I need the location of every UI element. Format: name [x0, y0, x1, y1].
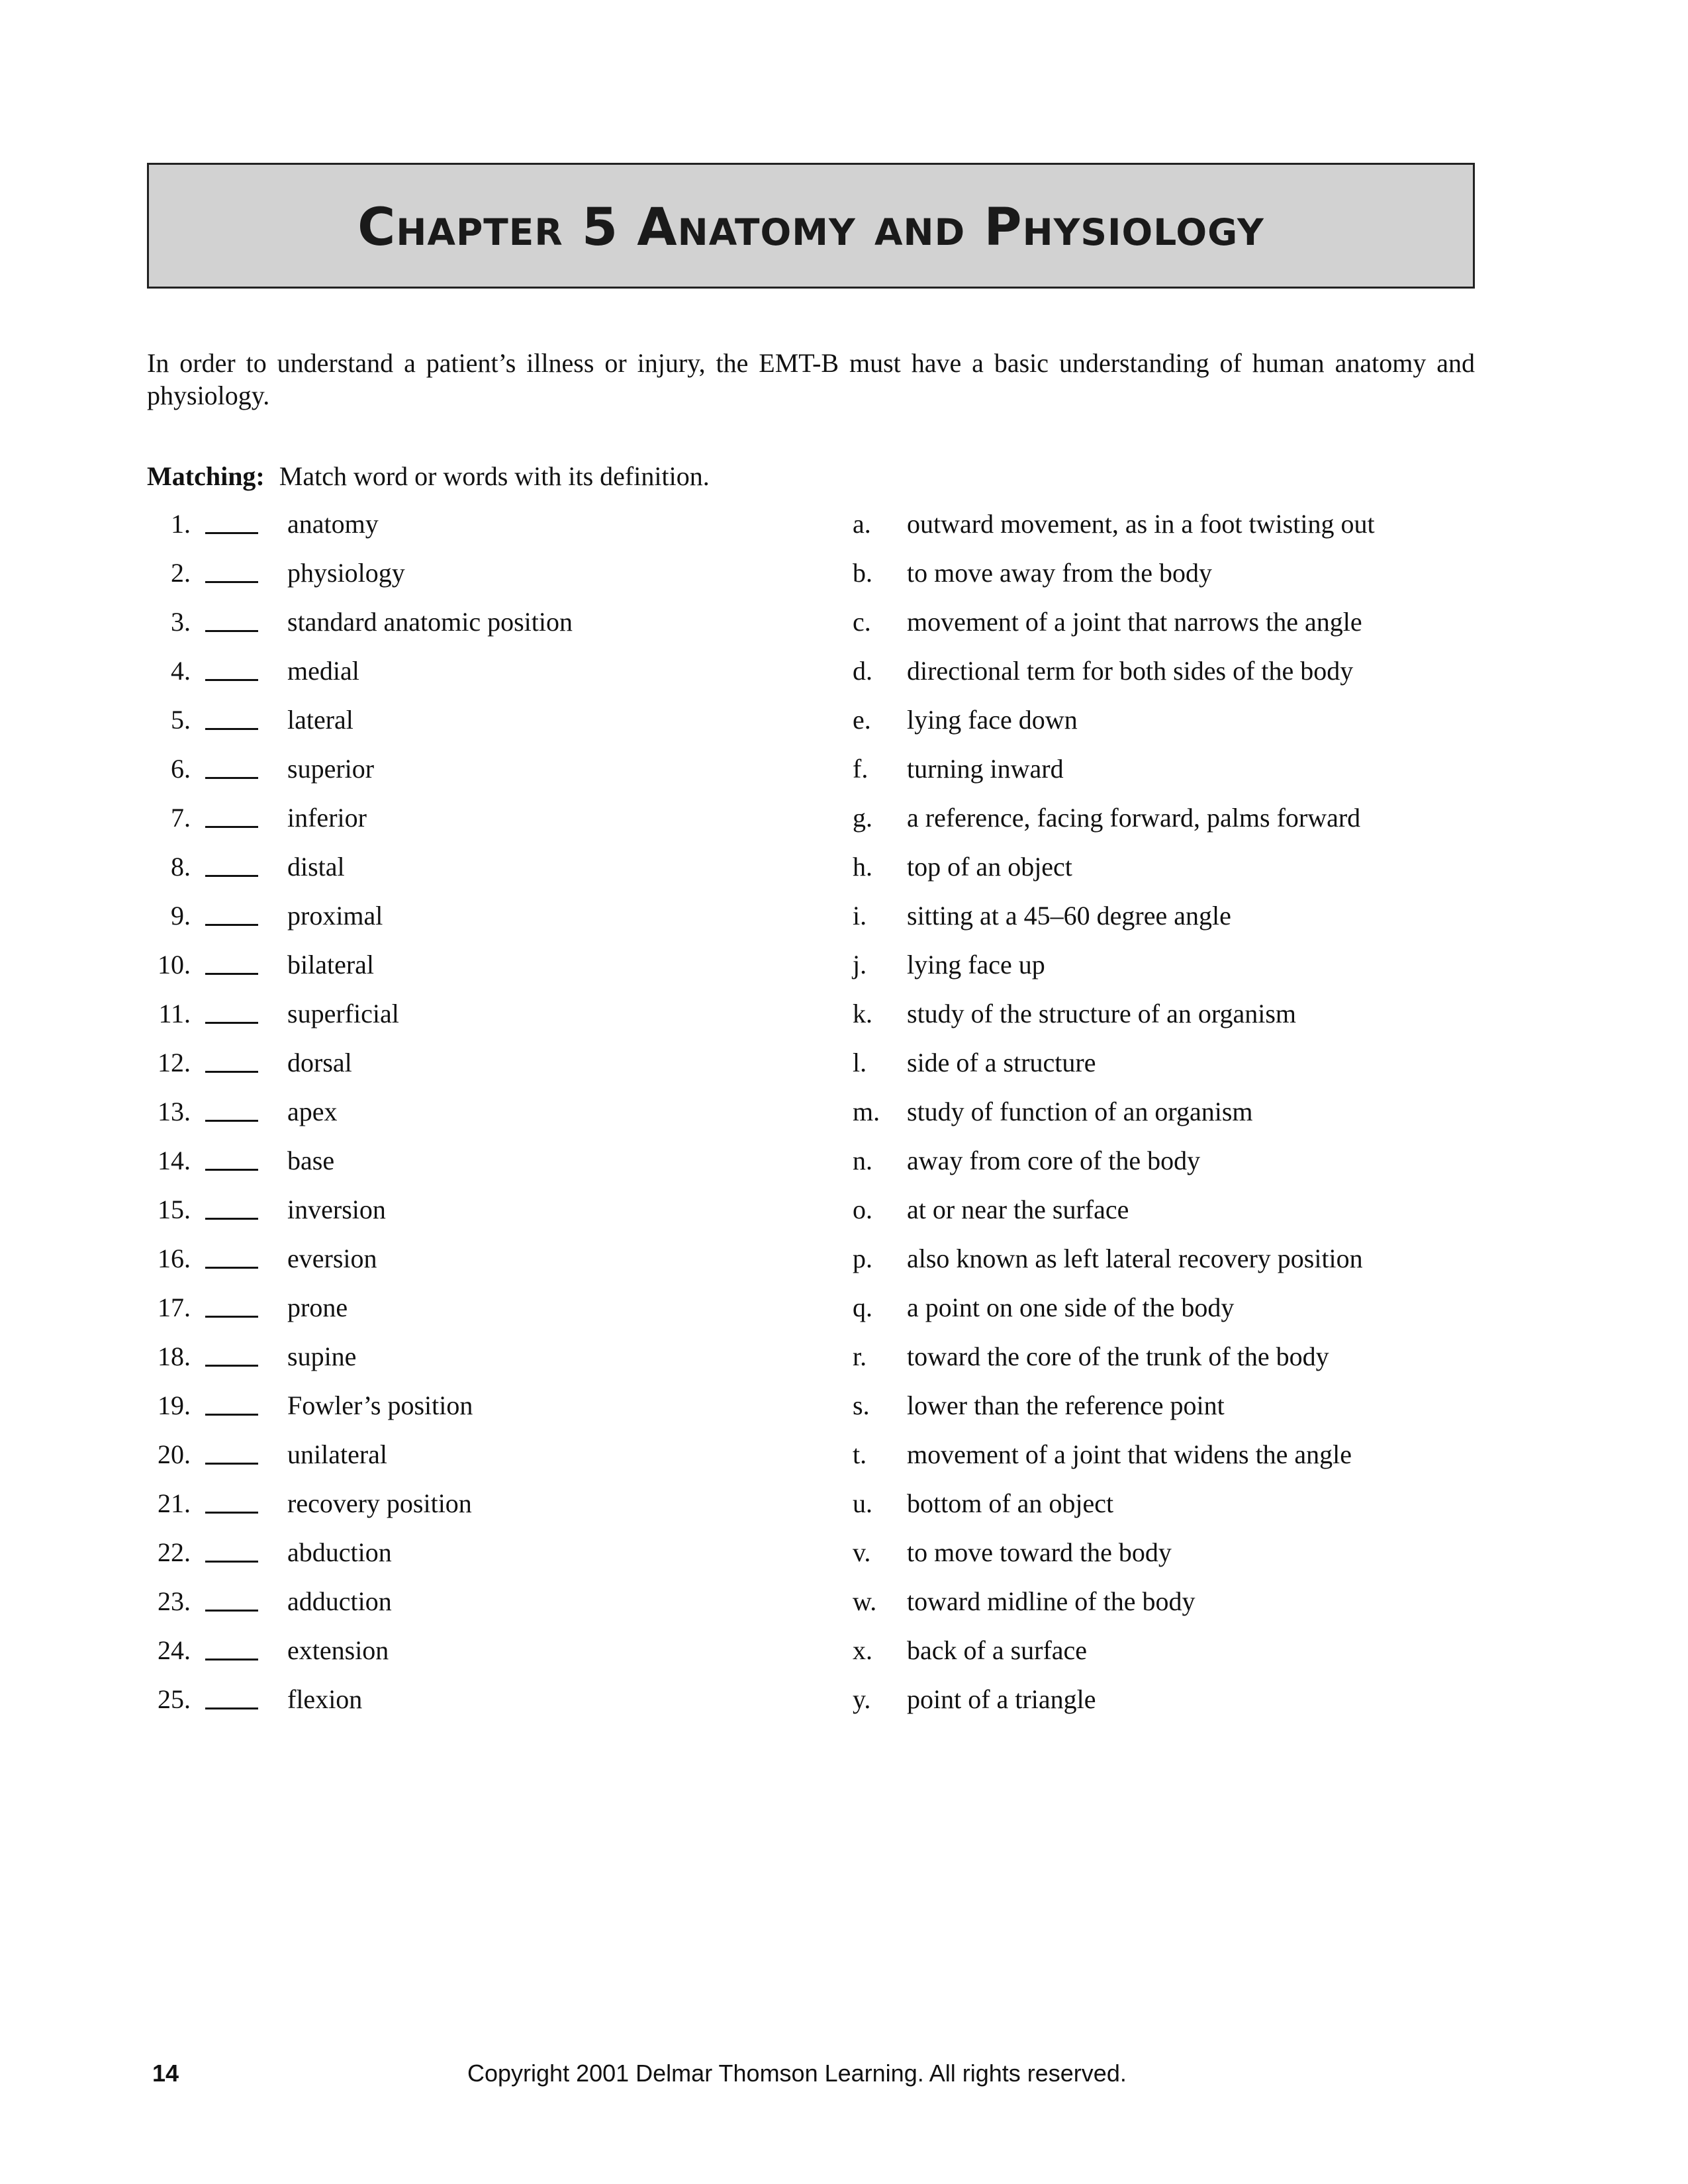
definition-letter: t.	[853, 1439, 867, 1469]
matching-instructions	[147, 461, 710, 492]
answer-blank[interactable]	[205, 753, 258, 779]
term-row	[147, 1194, 829, 1243]
answer-blank[interactable]	[205, 1145, 258, 1171]
answer-blank[interactable]	[205, 998, 258, 1024]
definition-text: outward movement, as in a foot twisting out	[907, 509, 1375, 539]
definition-text: a reference, facing forward, palms forward	[907, 803, 1361, 833]
definition-text: away from core of the body	[907, 1146, 1201, 1175]
term-number: 3.	[171, 607, 191, 637]
definition-row	[853, 998, 1475, 1047]
term-number: 20.	[158, 1439, 191, 1469]
term-text: unilateral	[287, 1439, 388, 1469]
answer-blank[interactable]	[205, 1537, 258, 1563]
term-text: distal	[287, 852, 345, 882]
term-row	[147, 851, 829, 900]
definition-text: directional term for both sides of the body	[907, 656, 1354, 686]
answer-blank[interactable]	[205, 704, 258, 730]
answer-blank[interactable]	[205, 655, 258, 681]
definition-letter: u.	[853, 1488, 872, 1518]
term-text: supine	[287, 1342, 357, 1371]
term-row	[147, 1684, 829, 1733]
chapter-title: Chapter 5 Anatomy and Physiology	[357, 198, 1264, 257]
term-row	[147, 1096, 829, 1145]
chapter-title-box	[147, 163, 1475, 289]
answer-blank[interactable]	[205, 802, 258, 828]
term-text: eversion	[287, 1244, 377, 1273]
term-row	[147, 1243, 829, 1292]
answer-blank[interactable]	[205, 1243, 258, 1269]
term-number: 1.	[171, 509, 191, 539]
term-text: flexion	[287, 1684, 363, 1714]
definition-row	[853, 606, 1475, 655]
term-text: prone	[287, 1293, 348, 1322]
term-row	[147, 1439, 829, 1488]
definition-text: to move away from the body	[907, 558, 1212, 588]
term-number: 7.	[171, 803, 191, 833]
definition-text: bottom of an object	[907, 1488, 1114, 1518]
definition-letter: j.	[853, 950, 867, 979]
term-row	[147, 1390, 829, 1439]
term-number: 11.	[158, 999, 191, 1028]
definition-letter: m.	[853, 1097, 880, 1126]
definition-text: toward the core of the trunk of the body	[907, 1342, 1329, 1371]
answer-blank[interactable]	[205, 949, 258, 975]
term-text: apex	[287, 1097, 338, 1126]
definition-text: top of an object	[907, 852, 1072, 882]
term-number: 24.	[158, 1635, 191, 1665]
definition-letter: e.	[853, 705, 871, 735]
definition-row	[853, 655, 1475, 704]
definition-row	[853, 557, 1475, 606]
term-row	[147, 1341, 829, 1390]
term-number: 25.	[158, 1684, 191, 1714]
term-number: 18.	[158, 1342, 191, 1371]
term-row	[147, 1047, 829, 1096]
definition-row	[853, 704, 1475, 753]
definition-letter: d.	[853, 656, 872, 686]
definition-row	[853, 1096, 1475, 1145]
term-text: abduction	[287, 1537, 392, 1567]
definition-text: to move toward the body	[907, 1537, 1172, 1567]
definition-row	[853, 508, 1475, 557]
definition-letter: i.	[853, 901, 867, 931]
term-number: 14.	[158, 1146, 191, 1175]
definition-letter: h.	[853, 852, 872, 882]
term-row	[147, 802, 829, 851]
definition-text: movement of a joint that narrows the angle	[907, 607, 1362, 637]
definition-row	[853, 851, 1475, 900]
definition-row	[853, 1292, 1475, 1341]
term-row	[147, 655, 829, 704]
term-number: 23.	[158, 1586, 191, 1616]
term-row	[147, 606, 829, 655]
term-row	[147, 557, 829, 606]
term-number: 9.	[171, 901, 191, 931]
term-text: anatomy	[287, 509, 379, 539]
definition-letter: y.	[853, 1684, 871, 1714]
answer-blank[interactable]	[205, 1684, 258, 1709]
term-text: proximal	[287, 901, 383, 931]
answer-blank[interactable]	[205, 508, 258, 534]
definition-row	[853, 1439, 1475, 1488]
definition-row	[853, 1243, 1475, 1292]
term-number: 21.	[158, 1488, 191, 1518]
answer-blank[interactable]	[205, 1586, 258, 1612]
definition-letter: l.	[853, 1048, 867, 1077]
term-row	[147, 998, 829, 1047]
term-text: inversion	[287, 1195, 386, 1224]
term-row	[147, 1635, 829, 1684]
definition-text: sitting at a 45–60 degree angle	[907, 901, 1231, 931]
definition-letter: q.	[853, 1293, 872, 1322]
term-text: extension	[287, 1635, 389, 1665]
term-row	[147, 949, 829, 998]
answer-blank[interactable]	[205, 557, 258, 583]
term-number: 12.	[158, 1048, 191, 1077]
definition-text: lying face up	[907, 950, 1045, 979]
definition-letter: g.	[853, 803, 872, 833]
term-text: adduction	[287, 1586, 392, 1616]
answer-blank[interactable]	[205, 900, 258, 926]
definition-text: side of a structure	[907, 1048, 1096, 1077]
answer-blank[interactable]	[205, 1341, 258, 1367]
answer-blank[interactable]	[205, 1096, 258, 1122]
definition-row	[853, 1635, 1475, 1684]
definition-row	[853, 900, 1475, 949]
definitions-list	[853, 508, 1475, 1733]
answer-blank[interactable]	[205, 1439, 258, 1465]
definition-text: lower than the reference point	[907, 1390, 1225, 1420]
definition-row	[853, 1684, 1475, 1733]
term-number: 8.	[171, 852, 191, 882]
definition-letter: x.	[853, 1635, 872, 1665]
term-number: 5.	[171, 705, 191, 735]
term-text: physiology	[287, 558, 405, 588]
copyright-notice: Copyright 2001 Delmar Thomson Learning. All rights reserved.	[467, 2060, 1127, 2087]
definition-row	[853, 1047, 1475, 1096]
definition-letter: p.	[853, 1244, 872, 1273]
definition-text: study of function of an organism	[907, 1097, 1253, 1126]
term-number: 10.	[158, 950, 191, 979]
term-number: 13.	[158, 1097, 191, 1126]
term-number: 17.	[158, 1293, 191, 1322]
definition-text: at or near the surface	[907, 1195, 1129, 1224]
definition-row	[853, 1586, 1475, 1635]
definition-letter: w.	[853, 1586, 877, 1616]
definition-letter: k.	[853, 999, 872, 1028]
term-number: 6.	[171, 754, 191, 784]
answer-blank[interactable]	[205, 851, 258, 877]
answer-blank[interactable]	[205, 1488, 258, 1514]
answer-blank[interactable]	[205, 606, 258, 632]
definition-letter: c.	[853, 607, 871, 637]
definition-row	[853, 949, 1475, 998]
terms-list	[147, 508, 829, 1733]
term-row	[147, 900, 829, 949]
term-row	[147, 704, 829, 753]
definition-letter: o.	[853, 1195, 872, 1224]
definition-row	[853, 753, 1475, 802]
term-text: lateral	[287, 705, 353, 735]
term-row	[147, 1537, 829, 1586]
definition-letter: f.	[853, 754, 868, 784]
answer-blank[interactable]	[205, 1194, 258, 1220]
definition-row	[853, 1194, 1475, 1243]
term-text: bilateral	[287, 950, 375, 979]
term-number: 4.	[171, 656, 191, 686]
term-text: recovery position	[287, 1488, 472, 1518]
definition-text: also known as left lateral recovery position	[907, 1244, 1363, 1273]
answer-blank[interactable]	[205, 1047, 258, 1073]
definition-row	[853, 1488, 1475, 1537]
term-text: medial	[287, 656, 359, 686]
definition-text: point of a triangle	[907, 1684, 1096, 1714]
answer-blank[interactable]	[205, 1390, 258, 1416]
definition-text: toward midline of the body	[907, 1586, 1196, 1616]
definition-row	[853, 802, 1475, 851]
answer-blank[interactable]	[205, 1635, 258, 1661]
definition-text: movement of a joint that widens the angle	[907, 1439, 1352, 1469]
definition-text: back of a surface	[907, 1635, 1088, 1665]
definition-row	[853, 1341, 1475, 1390]
definition-letter: v.	[853, 1537, 871, 1567]
term-text: inferior	[287, 803, 367, 833]
term-number: 15.	[158, 1195, 191, 1224]
instructions-label: Matching:	[147, 461, 265, 491]
definition-row	[853, 1145, 1475, 1194]
term-row	[147, 1488, 829, 1537]
term-row	[147, 1145, 829, 1194]
definition-text: lying face down	[907, 705, 1078, 735]
definition-letter: a.	[853, 509, 871, 539]
term-text: superficial	[287, 999, 399, 1028]
definition-row	[853, 1537, 1475, 1586]
term-text: base	[287, 1146, 335, 1175]
term-text: superior	[287, 754, 375, 784]
term-number: 22.	[158, 1537, 191, 1567]
definition-letter: r.	[853, 1342, 867, 1371]
definition-text: study of the structure of an organism	[907, 999, 1297, 1028]
term-number: 19.	[158, 1390, 191, 1420]
term-text: Fowler’s position	[287, 1390, 473, 1420]
term-number: 2.	[171, 558, 191, 588]
instructions-text: Match word or words with its definition.	[279, 461, 710, 491]
answer-blank[interactable]	[205, 1292, 258, 1318]
term-row	[147, 753, 829, 802]
page-number: 14	[152, 2060, 179, 2087]
intro-paragraph: In order to understand a patient’s illness or injury, the EMT-B must have a basic understanding of human anatomy and physiology.	[147, 348, 1475, 410]
term-number: 16.	[158, 1244, 191, 1273]
definition-text: turning inward	[907, 754, 1064, 784]
definition-text: a point on one side of the body	[907, 1293, 1235, 1322]
definition-letter: b.	[853, 558, 872, 588]
definition-row	[853, 1390, 1475, 1439]
definition-letter: n.	[853, 1146, 872, 1175]
term-row	[147, 1586, 829, 1635]
term-row	[147, 1292, 829, 1341]
term-text: standard anatomic position	[287, 607, 573, 637]
term-text: dorsal	[287, 1048, 352, 1077]
definition-letter: s.	[853, 1390, 870, 1420]
term-row	[147, 508, 829, 557]
